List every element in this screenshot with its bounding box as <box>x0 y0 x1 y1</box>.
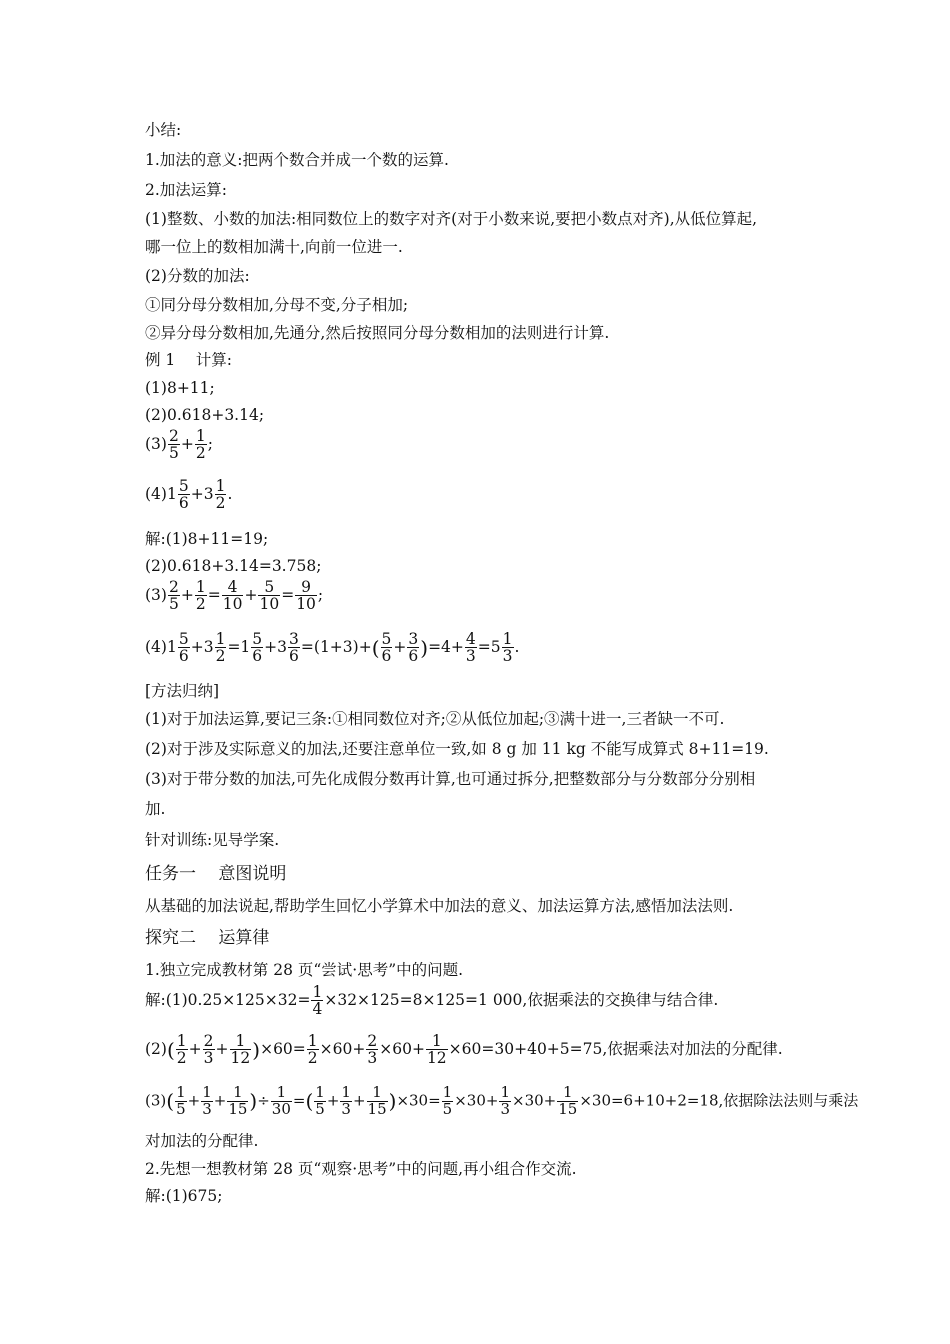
fraction: $\frac{1}{15}$ <box>367 1083 387 1118</box>
explore2-a3-cont: 对加法的分配律. <box>145 1132 259 1150</box>
explore2-title: 探究二 运算律 <box>145 928 270 948</box>
task1-title: 任务一 意图说明 <box>145 864 287 884</box>
explore2-q2: 2.先想一想教材第 28 页“观察·思考”中的问题,再小组合作交流. <box>145 1160 577 1178</box>
fraction: $\frac{1}{2}$ <box>176 1032 187 1068</box>
fraction: $\frac{5}{10}$ <box>259 578 280 614</box>
fraction: $\frac{5}{6}$ <box>178 630 189 666</box>
fraction: $\frac{1}{3}$ <box>502 630 513 666</box>
method-line-3: (3)对于带分数的加法,可先化成假分数再计算,也可通过拆分,把整数部分与分数部分分别相 <box>145 770 756 788</box>
fraction: $\frac{1}{2}$ <box>195 578 206 614</box>
example-q2: (2)0.618+3.14; <box>145 406 265 424</box>
fraction: $\frac{3}{6}$ <box>408 630 419 666</box>
task1-desc: 从基础的加法说起,帮助学生回忆小学算术中加法的意义、加法运算方法,感悟加法法则. <box>145 897 734 915</box>
fraction: $\frac{1}{5}$ <box>442 1083 453 1118</box>
summary-title: 小结: <box>145 121 182 139</box>
explore2-a2: (2)( $\frac{1}{2}$ + $\frac{2}{3}$ + $\frac{1}{12}$ )×60= $\frac{1}{2}$ ×60+ $\frac{2}{3}$ ×60+ $\frac{1}{12}$ ×60=30+40+5=75,依据乘法对加法的分配律. <box>145 1032 783 1068</box>
practice-line: 针对训练:见导学案. <box>145 831 280 849</box>
fraction: $\frac{5}{6}$ <box>252 630 263 666</box>
fraction: $\frac{1}{4}$ <box>312 983 323 1019</box>
example-q4: (4)1 $\frac{5}{6}$ +3 $\frac{1}{2}$ . <box>145 477 233 513</box>
example-q1: (1)8+11; <box>145 379 215 397</box>
fraction: $\frac{1}{15}$ <box>228 1083 248 1118</box>
example-task: 计算: <box>195 351 232 369</box>
fraction: $\frac{4}{10}$ <box>222 578 243 614</box>
solution-2: (2)0.618+3.14=3.758; <box>145 557 322 575</box>
example-label: 例 1 <box>145 351 176 369</box>
summary-line-6: ①同分母分数相加,分母不变,分子相加; <box>145 296 409 314</box>
fraction: $\frac{4}{3}$ <box>465 630 476 666</box>
summary-line-2: 2.加法运算: <box>145 181 228 199</box>
fraction: $\frac{5}{6}$ <box>178 477 189 513</box>
explore2-a1: 解:(1)0.25×125×32= $\frac{1}{4}$ ×32×125=8×125=1 000,依据乘法的交换律与结合律. <box>145 983 719 1019</box>
summary-line-1: 1.加法的意义:把两个数合并成一个数的运算. <box>145 151 449 169</box>
fraction: $\frac{1}{12}$ <box>426 1032 447 1068</box>
fraction: $\frac{2}{5}$ <box>168 427 179 463</box>
fraction: $\frac{9}{10}$ <box>296 578 316 614</box>
method-line-2: (2)对于涉及实际意义的加法,还要注意单位一致,如 8 g 加 11 kg 不能写成算式 8+11=19. <box>145 740 769 758</box>
solution-4: (4)1 $\frac{5}{6}$ +3 $\frac{1}{2}$ =1 $\frac{5}{6}$ +3 $\frac{3}{6}$ =(1+3)+( $\frac{5}{6}$ + $\frac{3}{6}$ )=4+ $\frac{4}{3}$ =5 $\frac{1}{3}$ . <box>145 630 520 666</box>
explore2-a3: (3)( $\frac{1}{5}$ + $\frac{1}{3}$ + $\frac{1}{15}$ )÷ $\frac{1}{30}$ =( $\frac{1}{5}$ + $\frac{1}{3}$ + $\frac{1}{15}$ )×30= $\frac{1}{5}$ ×30+ $\frac{1}{3}$ ×30+ $\frac{1}{15}$ ×30=6+10+2=18,依据除法法则与乘法 <box>145 1083 859 1118</box>
summary-line-4: 哪一位上的数相加满十,向前一位进一. <box>145 238 403 256</box>
fraction: $\frac{5}{6}$ <box>381 630 392 666</box>
method-line-1: (1)对于加法运算,要记三条:①相同数位对齐;②从低位加起;③满十进一,三者缺一不可. <box>145 710 725 728</box>
example-heading <box>145 350 232 370</box>
fraction: $\frac{1}{2}$ <box>215 477 226 513</box>
explore2-q1: 1.独立完成教材第 28 页“尝试·思考”中的问题. <box>145 961 464 979</box>
fraction: $\frac{1}{3}$ <box>500 1083 510 1118</box>
method-line-4: 加. <box>145 800 166 818</box>
fraction: $\frac{1}{12}$ <box>230 1032 251 1068</box>
fraction: $\frac{2}{3}$ <box>367 1032 378 1068</box>
fraction: $\frac{2}{3}$ <box>203 1032 214 1068</box>
fraction: $\frac{2}{5}$ <box>168 578 179 614</box>
solution-3: (3) $\frac{2}{5}$ + $\frac{1}{2}$ = $\frac{4}{10}$ + $\frac{5}{10}$ = $\frac{9}{10}$ ; <box>145 578 324 614</box>
solution-1: 解:(1)8+11=19; <box>145 530 269 548</box>
fraction: $\frac{3}{6}$ <box>289 630 299 666</box>
fraction: $\frac{1}{5}$ <box>176 1083 186 1118</box>
fraction: $\frac{1}{2}$ <box>215 630 226 666</box>
summary-line-5: (2)分数的加法: <box>145 267 250 285</box>
explore2-a4: 解:(1)675; <box>145 1187 223 1205</box>
fraction: $\frac{1}{30}$ <box>271 1083 291 1118</box>
fraction: $\frac{1}{3}$ <box>202 1083 212 1118</box>
fraction: $\frac{1}{3}$ <box>341 1083 351 1118</box>
fraction: $\frac{1}{2}$ <box>307 1032 318 1068</box>
summary-line-7: ②异分母分数相加,先通分,然后按照同分母分数相加的法则进行计算. <box>145 324 610 342</box>
example-q3: (3) $\frac{2}{5}$ + $\frac{1}{2}$ ; <box>145 427 213 463</box>
fraction: $\frac{1}{5}$ <box>315 1083 325 1118</box>
summary-line-3: (1)整数、小数的加法:相同数位上的数字对齐(对于小数来说,要把小数点对齐),从低位算起, <box>145 210 758 228</box>
fraction: $\frac{1}{15}$ <box>558 1083 578 1118</box>
q3-prefix: (3) <box>145 434 167 453</box>
fraction: $\frac{1}{2}$ <box>195 427 206 463</box>
method-title: [方法归纳] <box>145 682 220 700</box>
